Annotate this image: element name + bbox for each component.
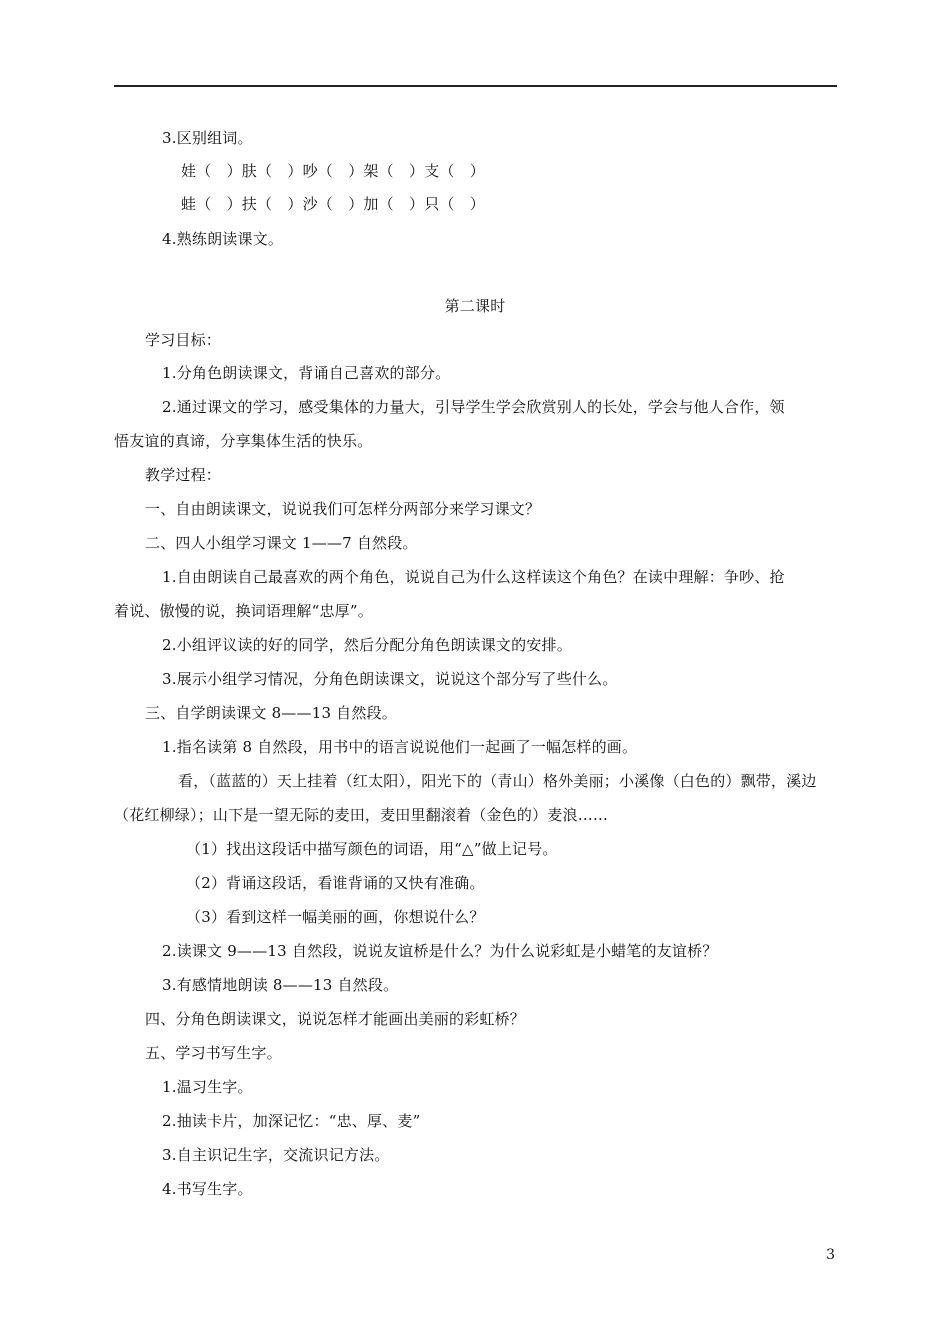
exercise-4: 4.熟练朗读课文。 [162,230,284,248]
step-5-item-2: 2.抽读卡片，加深记忆：“忠、厚、麦” [162,1112,421,1130]
goal-2-line-2: 悟友谊的真谛，分享集体生活的快乐。 [114,432,373,450]
sub-question-1: （1）找出这段话中描写颜色的词语，用“△”做上记号。 [186,840,558,858]
exercise-3-title: 3.区别组词。 [162,129,253,147]
teaching-process-heading: 教学过程： [145,466,222,484]
step-3-item-1: 1.指名读第 8 自然段，用书中的语言说说他们一起画了一幅怎样的画。 [162,738,638,756]
step-3-item-2: 2.读课文 9——13 自然段，说说友谊桥是什么？为什么说彩虹是小蜡笔的友谊桥？ [162,942,718,960]
word-group-row-2: 蛙（ ）扶（ ）沙（ ）加（ ）只（ ） [181,195,486,213]
step-2-item-1-line-2: 着说、傲慢的说，换词语理解“忠厚”。 [114,602,373,620]
step-5-item-1: 1.温习生字。 [162,1078,253,1096]
step-3-item-3: 3.有感情地朗读 8——13 自然段。 [162,976,399,994]
step-5-item-4: 4.书写生字。 [162,1180,253,1198]
header-rule [114,85,837,87]
sub-question-2: （2）背诵这段话，看谁背诵的又快有准确。 [186,874,485,892]
word-group-row-1: 娃（ ）肤（ ）吵（ ）架（ ）支（ ） [181,162,486,180]
step-2-item-2: 2.小组评议读的好的同学，然后分配分角色朗读课文的安排。 [162,636,572,654]
step-3: 三、自学朗读课文 8——13 自然段。 [145,704,397,722]
step-2-item-3: 3.展示小组学习情况，分角色朗读课文，说说这个部分写了些什么。 [162,670,618,688]
passage-line-1: 看，（蓝蓝的）天上挂着（红太阳），阳光下的（青山）格外美丽；小溪像（白色的）飘带，溪边 [178,772,817,790]
step-5-item-3: 3.自主识记生字，交流识记方法。 [162,1146,390,1164]
passage-line-2: （花红柳绿）；山下是一望无际的麦田，麦田里翻滚着（金色的）麦浪…… [114,806,609,824]
section-title: 第二课时 [444,297,506,315]
step-1: 一、自由朗读课文，说说我们可怎样分两部分来学习课文？ [145,500,541,518]
goal-1: 1.分角色朗读课文，背诵自己喜欢的部分。 [162,364,451,382]
page-number: 3 [826,1247,835,1263]
step-4: 四、分角色朗读课文，说说怎样才能画出美丽的彩虹桥？ [145,1010,526,1028]
step-2-item-1-line-1: 1.自由朗读自己最喜欢的两个角色，说说自己为什么这样读这个角色？在读中理解：争吵、抢 [162,568,785,586]
step-2: 二、四人小组学习课文 1——7 自然段。 [145,534,418,552]
learning-goals-heading: 学习目标： [145,331,222,349]
step-5: 五、学习书写生字。 [145,1044,282,1062]
sub-question-3: （3）看到这样一幅美丽的画，你想说什么？ [186,908,485,926]
goal-2-line-1: 2.通过课文的学习，感受集体的力量大，引导学生学会欣赏别人的长处，学会与他人合作，领 [162,398,785,416]
